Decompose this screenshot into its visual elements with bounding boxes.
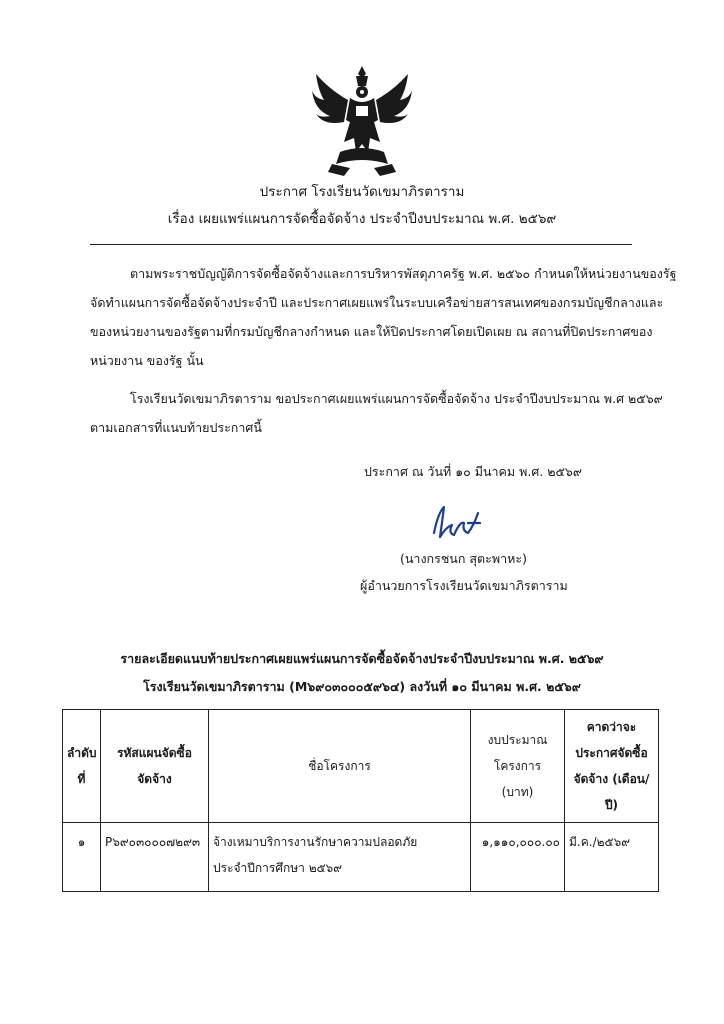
announcement-title: ประกาศ โรงเรียนวัดเขมาภิรตาราม: [259, 184, 465, 200]
signer-position: ผู้อำนวยการโรงเรียนวัดเขมาภิรตาราม: [360, 578, 568, 593]
handwritten-signature: [418, 503, 498, 545]
cell-expected-date: มี.ค./๒๕๖๙: [565, 823, 659, 892]
header-seq-line1: ลำดับ: [67, 746, 97, 760]
cell-budget: ๑,๑๑๐,๐๐๐.๐๐: [471, 823, 565, 892]
announcement-subject: เรื่อง เผยแพร่แผนการจัดซื้อจัดจ้าง ประจำปีงบประมาณ พ.ศ. ๒๕๖๙: [167, 211, 557, 227]
cell-project-name-line2: ประจำปีการศึกษา ๒๕๖๙: [213, 861, 343, 875]
announcement-date: ประกาศ ณ วันที่ ๑๐ มีนาคม พ.ศ. ๒๕๖๙: [364, 464, 583, 479]
cell-project-name-line1: จ้างเหมาบริการงานรักษาความปลอดภัย: [213, 835, 418, 849]
cell-seq: ๑: [63, 823, 101, 892]
procurement-plan-table: [62, 709, 659, 892]
signer-name: (นางกรชนก สุตะพาหะ): [400, 551, 527, 566]
header-expected-date: [565, 710, 659, 823]
header-plan-code: [101, 710, 209, 823]
body-para1-line1: ตามพระราชบัญญัติการจัดซื้อจัดจ้างและการบริหารพัสดุภาครัฐ พ.ศ. ๒๕๖๐ กำหนดให้หน่วยงานของรัฐ: [130, 266, 677, 281]
body-para1-line2: จัดทำแผนการจัดซื้อจัดจ้างประจำปี และประกาศเผยแพร่ในระบบเครือข่ายสารสนเทศของกรมบัญชีกลางและ: [90, 295, 664, 310]
header-expected-line1: คาดว่าจะ: [586, 720, 637, 734]
header-budget-line3: (บาท): [501, 785, 534, 799]
header-seq: [63, 710, 101, 823]
header-budget: [471, 710, 565, 823]
cell-project-name: [209, 823, 471, 892]
attachment-title: รายละเอียดแนบท้ายประกาศเผยแพร่แผนการจัดซื้อจัดจ้างประจำปีงบประมาณ พ.ศ. ๒๕๖๙: [120, 651, 604, 666]
header-expected-line3: จัดจ้าง (เดือน/ปี): [573, 772, 650, 812]
header-plan-code-line2: จัดจ้าง: [137, 772, 172, 786]
table-row: [63, 823, 659, 892]
header-plan-code-line1: รหัสแผนจัดซื้อ: [117, 746, 192, 760]
header-expected-line2: ประกาศจัดซื้อ: [575, 746, 648, 760]
header-budget-line2: โครงการ: [493, 759, 542, 773]
table-header-row: [63, 710, 659, 823]
body-para2-line1: โรงเรียนวัดเขมาภิรตาราม ขอประกาศเผยแพร่แผนการจัดซื้อจัดจ้าง ประจำปีงบประมาณ พ.ศ ๒๕๖๙: [130, 391, 663, 406]
body-para1-line4: หน่วยงาน ของรัฐ นั้น: [90, 353, 204, 368]
attachment-subtitle: โรงเรียนวัดเขมาภิรตาราม (M๖๙๐๓๐๐๐๕๙๖๔) ลงวันที่ ๑๐ มีนาคม พ.ศ. ๒๕๖๙: [143, 679, 581, 694]
header-seq-line2: ที่: [77, 772, 86, 786]
garuda-emblem-icon: [310, 60, 414, 178]
header-divider: [90, 244, 632, 245]
header-project-name: ชื่อโครงการ: [209, 710, 471, 823]
body-para1-line3: ของหน่วยงานของรัฐตามที่กรมบัญชีกลางกำหนด และให้ปิดประกาศโดยเปิดเผย ณ สถานที่ปิดประกาศของ: [90, 324, 653, 339]
cell-plan-code: P๖๙๐๓๐๐๐๗๒๙๓: [101, 823, 209, 892]
header-budget-line1: งบประมาณ: [487, 733, 548, 747]
body-para2-line2: ตามเอกสารที่แนบท้ายประกาศนี้: [90, 420, 262, 435]
